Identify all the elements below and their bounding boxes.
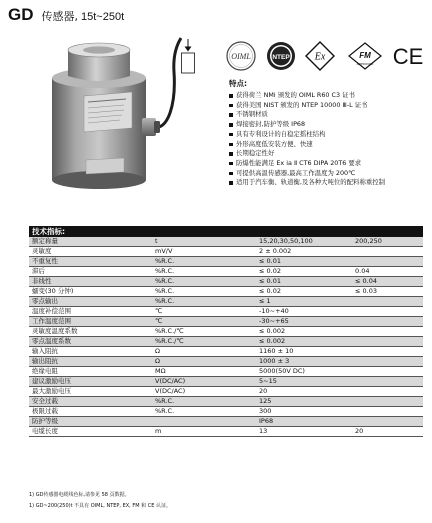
spec-label: 建议激励电压	[29, 377, 153, 387]
spec-label: 电缆长度	[29, 427, 153, 437]
spec-row	[29, 377, 423, 387]
spec-label: 灵敏度	[29, 247, 153, 257]
spec-unit: ℃	[153, 317, 257, 327]
spec-value: ≤ 1	[257, 297, 353, 307]
svg-text:OIML: OIML	[231, 52, 251, 61]
spec-value-alt	[353, 337, 423, 347]
spec-value: 15,20,30,50,100	[257, 237, 353, 247]
feature-item: 具有专利设计的自稳定摇柱结构	[229, 130, 429, 140]
certification-logos	[221, 40, 426, 72]
spec-value-alt: 0.04	[353, 267, 423, 277]
spec-value-alt	[353, 327, 423, 337]
spec-unit: t	[153, 237, 257, 247]
spec-value-alt	[353, 407, 423, 417]
ce-logo	[391, 40, 425, 72]
spec-row	[29, 257, 423, 267]
feature-item: 适用于汽车衡、轨道衡,及各种大吨位的配料称重控制	[229, 178, 429, 188]
spec-label: 工作温度范围	[29, 317, 153, 327]
spec-value-alt	[353, 247, 423, 257]
spec-row	[29, 317, 423, 327]
spec-value: IP68	[257, 417, 353, 427]
mounting-arrow-icon	[178, 38, 198, 74]
spec-value: -30~+65	[257, 317, 353, 327]
spec-label: 极限过载	[29, 407, 153, 417]
spec-label: 灵敏度温度系数	[29, 327, 153, 337]
spec-label: 最大激励电压	[29, 387, 153, 397]
spec-label: 绝缘电阻	[29, 367, 153, 377]
feature-item: 不锈钢材质	[229, 110, 429, 120]
spec-value-alt	[353, 397, 423, 407]
spec-label: 零点输出	[29, 297, 153, 307]
spec-row	[29, 357, 423, 367]
spec-value-alt: ≤ 0.04	[353, 277, 423, 287]
spec-unit: V(DC/AC)	[153, 387, 257, 397]
spec-label: 输入阻抗	[29, 347, 153, 357]
spec-row	[29, 267, 423, 277]
footnotes	[29, 490, 424, 512]
svg-text:CE: CE	[392, 44, 424, 69]
spec-value-alt	[353, 307, 423, 317]
spec-label: 输出阻抗	[29, 357, 153, 367]
spec-value: 1160 ± 10	[257, 347, 353, 357]
spec-unit: %R.C.	[153, 297, 257, 307]
feature-item: 获得美国 NIST 颁发的 NTEP 10000 Ⅲ-L 证书	[229, 101, 429, 111]
spec-unit: %R.C./℃	[153, 337, 257, 347]
spec-value: ≤ 0.002	[257, 337, 353, 347]
spec-value: 125	[257, 397, 353, 407]
spec-unit: %R.C.	[153, 277, 257, 287]
spec-row	[29, 387, 423, 397]
feature-item: 防爆性能满足 Ex ia Ⅱ CT6 DIPA 20T6 要求	[229, 159, 429, 169]
spec-unit: m	[153, 427, 257, 437]
spec-row	[29, 427, 423, 437]
spec-value-alt	[353, 317, 423, 327]
spec-label: 温度补偿范围	[29, 307, 153, 317]
footnote: 1) GD传感器电缆线色标,请参见 58 页数据。	[29, 492, 130, 498]
spec-label: 额定称量	[29, 237, 153, 247]
spec-row	[29, 367, 423, 377]
spec-row	[29, 287, 423, 297]
spec-section	[29, 226, 423, 437]
spec-label: 滞后	[29, 267, 153, 277]
ntep-logo	[265, 40, 297, 72]
spec-row	[29, 417, 423, 427]
feature-item: 获得荷兰 NMi 颁发的 OIML R60 C3 证书	[229, 91, 429, 101]
spec-row	[29, 397, 423, 407]
spec-row	[29, 307, 423, 317]
spec-unit: %R.C./℃	[153, 327, 257, 337]
load-cell-photo	[24, 32, 182, 200]
spec-row	[29, 247, 423, 257]
spec-value-alt: 200,250	[353, 237, 423, 247]
footnote: 1) GD~200(250)t 不具有 OIML, NTEP, EX, FM 和 CE 认证。	[29, 503, 171, 509]
spec-value-alt	[353, 357, 423, 367]
ex-logo	[303, 40, 337, 72]
capacity-range: 15t~250t	[81, 11, 125, 23]
spec-unit	[153, 417, 257, 427]
spec-row	[29, 237, 423, 247]
feature-item: 焊接密封,防护等级 IP68	[229, 120, 429, 130]
spec-row	[29, 407, 423, 417]
spec-value: ≤ 0.02	[257, 267, 353, 277]
spec-value: ≤ 0.002	[257, 327, 353, 337]
spec-value-alt	[353, 387, 423, 397]
spec-label: 安全过载	[29, 397, 153, 407]
spec-value-alt	[353, 417, 423, 427]
page-title	[8, 5, 124, 27]
spec-value: 5~15	[257, 377, 353, 387]
spec-value-alt	[353, 257, 423, 267]
spec-value: ≤ 0.01	[257, 277, 353, 287]
spec-value-alt	[353, 377, 423, 387]
spec-title: 技术指标:	[29, 226, 423, 237]
oiml-logo	[221, 40, 261, 72]
spec-value: 2 ± 0.002	[257, 247, 353, 257]
spec-value: 5000(50V DC)	[257, 367, 353, 377]
spec-unit: %R.C.	[153, 397, 257, 407]
spec-value-alt	[353, 347, 423, 357]
svg-text:FM: FM	[359, 51, 371, 60]
features-title: 特点:	[229, 79, 247, 88]
spec-value: 1000 ± 3	[257, 357, 353, 367]
features-list	[229, 91, 429, 188]
feature-item: 长期稳定性好	[229, 149, 429, 159]
spec-unit: %R.C.	[153, 407, 257, 417]
spec-value-alt	[353, 367, 423, 377]
spec-value: ≤ 0.02	[257, 287, 353, 297]
fm-approved-logo	[343, 40, 387, 72]
spec-row	[29, 337, 423, 347]
svg-text:NTEP: NTEP	[272, 54, 290, 61]
spec-label: 不重复性	[29, 257, 153, 267]
feature-item: 可提供高温传感器,最高工作温度为 200℃	[229, 169, 429, 179]
model-code: GD	[8, 5, 34, 24]
spec-label: 蠕变(30 分钟)	[29, 287, 153, 297]
svg-text:Ex: Ex	[314, 51, 326, 63]
features-section	[229, 78, 429, 188]
spec-value: ≤ 0.01	[257, 257, 353, 267]
spec-label: 非线性	[29, 277, 153, 287]
svg-text:APPROVED: APPROVED	[356, 62, 374, 66]
spec-unit: Ω	[153, 357, 257, 367]
spec-value: 300	[257, 407, 353, 417]
spec-value-alt	[353, 297, 423, 307]
spec-table	[29, 237, 423, 437]
spec-unit: %R.C.	[153, 257, 257, 267]
spec-row	[29, 277, 423, 287]
spec-unit: MΩ	[153, 367, 257, 377]
product-name: 传感器,	[41, 10, 78, 23]
spec-unit: ℃	[153, 307, 257, 317]
spec-value: -10~+40	[257, 307, 353, 317]
spec-row	[29, 327, 423, 337]
spec-unit: mV/V	[153, 247, 257, 257]
spec-value: 13	[257, 427, 353, 437]
spec-row	[29, 297, 423, 307]
spec-value-alt: 20	[353, 427, 423, 437]
spec-unit: Ω	[153, 347, 257, 357]
feature-item: 外形高度低安装方便、快速	[229, 140, 429, 150]
spec-row	[29, 347, 423, 357]
spec-value: 20	[257, 387, 353, 397]
spec-unit: V(DC/AC)	[153, 377, 257, 387]
spec-label: 零点温度系数	[29, 337, 153, 347]
spec-unit: %R.C.	[153, 287, 257, 297]
spec-value-alt: ≤ 0.03	[353, 287, 423, 297]
spec-label: 防护等级	[29, 417, 153, 427]
spec-unit: %R.C.	[153, 267, 257, 277]
